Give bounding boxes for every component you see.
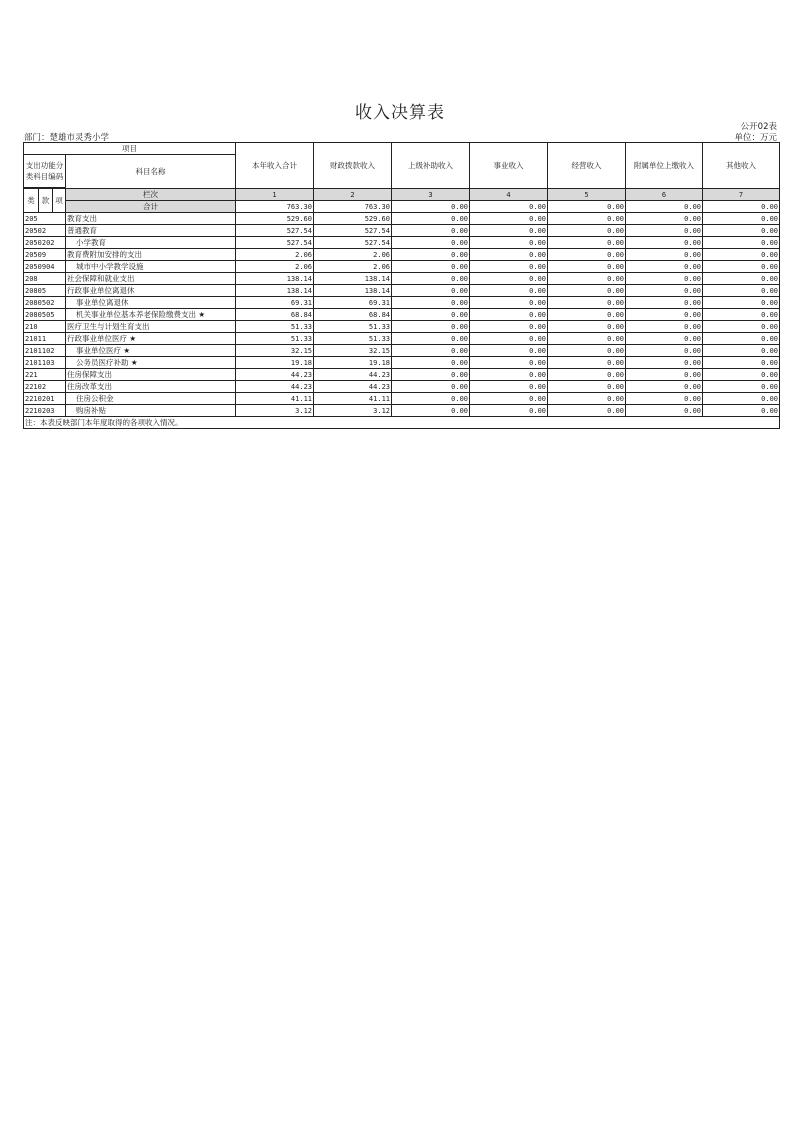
- subject-name: 医疗卫生与计划生育支出: [66, 321, 236, 333]
- subject-name: 住房保障支出: [66, 369, 236, 381]
- value-cell-col-6: 0.00: [626, 285, 703, 297]
- value-cell-col-1: 138.14: [236, 285, 314, 297]
- subject-name: 社会保障和就业支出: [66, 273, 236, 285]
- subject-name: 机关事业单位基本养老保险缴费支出 ★: [66, 309, 236, 321]
- value-cell-col-3: 0.00: [392, 261, 470, 273]
- subject-name: 公务员医疗补助 ★: [66, 357, 236, 369]
- value-cell-col-6: 0.00: [626, 321, 703, 333]
- subject-code: 210: [24, 321, 66, 333]
- value-cell-col-3: 0.00: [392, 393, 470, 405]
- table-row: [24, 369, 780, 381]
- value-cell-col-1: 2.06: [236, 261, 314, 273]
- value-cell-col-5: 0.00: [548, 249, 626, 261]
- subject-code: 205: [24, 213, 66, 225]
- total-value-6: 0.00: [626, 201, 703, 213]
- value-cell-col-6: 0.00: [626, 225, 703, 237]
- col-number-7: 7: [703, 189, 780, 201]
- subject-code: 20502: [24, 225, 66, 237]
- header-col-4: 事业收入: [470, 143, 548, 189]
- value-cell-col-1: 3.12: [236, 405, 314, 417]
- subject-name: 教育支出: [66, 213, 236, 225]
- value-cell-col-5: 0.00: [548, 237, 626, 249]
- total-label: 合计: [66, 201, 236, 213]
- value-cell-col-1: 19.18: [236, 357, 314, 369]
- col-number-2: 2: [314, 189, 392, 201]
- subject-code: 2050202: [24, 237, 66, 249]
- value-cell-col-6: 0.00: [626, 297, 703, 309]
- value-cell-col-5: 0.00: [548, 297, 626, 309]
- table-row: [24, 405, 780, 417]
- value-cell-col-6: 0.00: [626, 405, 703, 417]
- value-cell-col-2: 44.23: [314, 369, 392, 381]
- subject-name: 住房改革支出: [66, 381, 236, 393]
- header-xiang: 项: [53, 189, 66, 213]
- value-cell-col-2: 2.06: [314, 261, 392, 273]
- value-cell-col-4: 0.00: [470, 393, 548, 405]
- total-value-5: 0.00: [548, 201, 626, 213]
- value-cell-col-1: 51.33: [236, 333, 314, 345]
- value-cell-col-3: 0.00: [392, 213, 470, 225]
- value-cell-col-6: 0.00: [626, 393, 703, 405]
- value-cell-col-2: 527.54: [314, 225, 392, 237]
- value-cell-col-6: 0.00: [626, 345, 703, 357]
- table-note: 注：本表反映部门本年度取得的各项收入情况。: [24, 417, 780, 429]
- value-cell-col-2: 529.60: [314, 213, 392, 225]
- value-cell-col-1: 44.23: [236, 381, 314, 393]
- value-cell-col-7: 0.00: [703, 261, 780, 273]
- value-cell-col-4: 0.00: [470, 321, 548, 333]
- total-value-3: 0.00: [392, 201, 470, 213]
- table-row: [24, 225, 780, 237]
- value-cell-col-1: 2.06: [236, 249, 314, 261]
- value-cell-col-7: 0.00: [703, 333, 780, 345]
- table-row: [24, 345, 780, 357]
- table-row: [24, 381, 780, 393]
- value-cell-col-4: 0.00: [470, 405, 548, 417]
- value-cell-col-2: 44.23: [314, 381, 392, 393]
- value-cell-col-2: 69.31: [314, 297, 392, 309]
- value-cell-col-3: 0.00: [392, 225, 470, 237]
- value-cell-col-3: 0.00: [392, 297, 470, 309]
- value-cell-col-6: 0.00: [626, 273, 703, 285]
- value-cell-col-7: 0.00: [703, 273, 780, 285]
- value-cell-col-2: 41.11: [314, 393, 392, 405]
- subject-code: 2210203: [24, 405, 66, 417]
- total-value-7: 0.00: [703, 201, 780, 213]
- value-cell-col-7: 0.00: [703, 237, 780, 249]
- value-cell-col-3: 0.00: [392, 321, 470, 333]
- value-cell-col-1: 529.60: [236, 213, 314, 225]
- value-cell-col-3: 0.00: [392, 405, 470, 417]
- subject-code: 2101102: [24, 345, 66, 357]
- value-cell-col-7: 0.00: [703, 357, 780, 369]
- value-cell-col-5: 0.00: [548, 393, 626, 405]
- subject-code: 2080505: [24, 309, 66, 321]
- subject-name: 普通教育: [66, 225, 236, 237]
- value-cell-col-1: 68.84: [236, 309, 314, 321]
- value-cell-col-6: 0.00: [626, 357, 703, 369]
- total-value-4: 0.00: [470, 201, 548, 213]
- subject-name: 购房补贴: [66, 405, 236, 417]
- value-cell-col-7: 0.00: [703, 345, 780, 357]
- subject-name: 事业单位医疗 ★: [66, 345, 236, 357]
- value-cell-col-3: 0.00: [392, 333, 470, 345]
- value-cell-col-6: 0.00: [626, 261, 703, 273]
- value-cell-col-3: 0.00: [392, 381, 470, 393]
- value-cell-col-2: 51.33: [314, 333, 392, 345]
- value-cell-col-1: 69.31: [236, 297, 314, 309]
- value-cell-col-7: 0.00: [703, 297, 780, 309]
- col-number-6: 6: [626, 189, 703, 201]
- value-cell-col-3: 0.00: [392, 249, 470, 261]
- total-value-2: 763.30: [314, 201, 392, 213]
- value-cell-col-1: 41.11: [236, 393, 314, 405]
- value-cell-col-4: 0.00: [470, 213, 548, 225]
- header-col-3: 上级补助收入: [392, 143, 470, 189]
- value-cell-col-5: 0.00: [548, 273, 626, 285]
- value-cell-col-1: 527.54: [236, 225, 314, 237]
- department-label: 部门：楚雄市灵秀小学: [24, 133, 110, 143]
- subject-code: 2050904: [24, 261, 66, 273]
- value-cell-col-3: 0.00: [392, 273, 470, 285]
- value-cell-col-5: 0.00: [548, 405, 626, 417]
- value-cell-col-3: 0.00: [392, 345, 470, 357]
- value-cell-col-1: 138.14: [236, 273, 314, 285]
- value-cell-col-4: 0.00: [470, 285, 548, 297]
- subject-code: 208: [24, 273, 66, 285]
- table-row: [24, 333, 780, 345]
- value-cell-col-3: 0.00: [392, 285, 470, 297]
- value-cell-col-6: 0.00: [626, 333, 703, 345]
- col-number-3: 3: [392, 189, 470, 201]
- value-cell-col-4: 0.00: [470, 309, 548, 321]
- header-item: 项目: [24, 143, 236, 155]
- table-row: [24, 261, 780, 273]
- value-cell-col-3: 0.00: [392, 369, 470, 381]
- value-cell-col-7: 0.00: [703, 393, 780, 405]
- table-row: [24, 285, 780, 297]
- income-table: [23, 142, 780, 429]
- value-cell-col-7: 0.00: [703, 405, 780, 417]
- value-cell-col-2: 32.15: [314, 345, 392, 357]
- value-cell-col-2: 19.18: [314, 357, 392, 369]
- value-cell-col-6: 0.00: [626, 381, 703, 393]
- table-row: [24, 309, 780, 321]
- value-cell-col-7: 0.00: [703, 381, 780, 393]
- subject-code: 21011: [24, 333, 66, 345]
- value-cell-col-2: 68.84: [314, 309, 392, 321]
- header-col-2: 财政拨款收入: [314, 143, 392, 189]
- header-lei: 类: [24, 189, 39, 213]
- subject-name: 行政事业单位医疗 ★: [66, 333, 236, 345]
- value-cell-col-7: 0.00: [703, 225, 780, 237]
- value-cell-col-3: 0.00: [392, 357, 470, 369]
- header-col-5: 经营收入: [548, 143, 626, 189]
- value-cell-col-1: 44.23: [236, 369, 314, 381]
- header-kuan: 款: [39, 189, 53, 213]
- table-row: [24, 237, 780, 249]
- value-cell-col-7: 0.00: [703, 369, 780, 381]
- value-cell-col-2: 138.14: [314, 273, 392, 285]
- value-cell-col-5: 0.00: [548, 225, 626, 237]
- value-cell-col-5: 0.00: [548, 321, 626, 333]
- header-col-6: 附属单位上缴收入: [626, 143, 703, 189]
- table-row: [24, 273, 780, 285]
- subject-name: 住房公积金: [66, 393, 236, 405]
- total-row: [24, 201, 780, 213]
- table-row: [24, 297, 780, 309]
- table-row: [24, 357, 780, 369]
- value-cell-col-7: 0.00: [703, 285, 780, 297]
- value-cell-col-4: 0.00: [470, 357, 548, 369]
- value-cell-col-5: 0.00: [548, 357, 626, 369]
- value-cell-col-4: 0.00: [470, 237, 548, 249]
- subject-code: 2101103: [24, 357, 66, 369]
- table-row: [24, 393, 780, 405]
- value-cell-col-1: 32.15: [236, 345, 314, 357]
- value-cell-col-4: 0.00: [470, 369, 548, 381]
- subject-name: 城市中小学教学设施: [66, 261, 236, 273]
- value-cell-col-6: 0.00: [626, 213, 703, 225]
- subject-code: 2210201: [24, 393, 66, 405]
- value-cell-col-5: 0.00: [548, 345, 626, 357]
- value-cell-col-6: 0.00: [626, 369, 703, 381]
- value-cell-col-3: 0.00: [392, 309, 470, 321]
- col-number-4: 4: [470, 189, 548, 201]
- col-number-5: 5: [548, 189, 626, 201]
- subject-code: 221: [24, 369, 66, 381]
- value-cell-col-2: 138.14: [314, 285, 392, 297]
- value-cell-col-2: 51.33: [314, 321, 392, 333]
- value-cell-col-4: 0.00: [470, 261, 548, 273]
- table-row: [24, 321, 780, 333]
- header-col-7: 其他收入: [703, 143, 780, 189]
- value-cell-col-4: 0.00: [470, 345, 548, 357]
- col-number-1: 1: [236, 189, 314, 201]
- header-func-code: 支出功能分类科目编码: [24, 155, 66, 188]
- header-row-item: [24, 143, 780, 155]
- value-cell-col-7: 0.00: [703, 309, 780, 321]
- subject-code: 20805: [24, 285, 66, 297]
- value-cell-col-4: 0.00: [470, 297, 548, 309]
- subject-name: 行政事业单位离退休: [66, 285, 236, 297]
- table-code: 公开02表: [740, 122, 777, 132]
- value-cell-col-5: 0.00: [548, 309, 626, 321]
- value-cell-col-4: 0.00: [470, 225, 548, 237]
- value-cell-col-7: 0.00: [703, 321, 780, 333]
- subject-name: 小学教育: [66, 237, 236, 249]
- value-cell-col-5: 0.00: [548, 285, 626, 297]
- subject-name: 教育费附加安排的支出: [66, 249, 236, 261]
- unit-label: 单位：万元: [734, 133, 777, 143]
- value-cell-col-2: 527.54: [314, 237, 392, 249]
- value-cell-col-5: 0.00: [548, 369, 626, 381]
- value-cell-col-5: 0.00: [548, 381, 626, 393]
- header-row-levels: [24, 189, 780, 201]
- value-cell-col-5: 0.00: [548, 333, 626, 345]
- value-cell-col-6: 0.00: [626, 237, 703, 249]
- subject-code: 22102: [24, 381, 66, 393]
- value-cell-col-3: 0.00: [392, 237, 470, 249]
- value-cell-col-4: 0.00: [470, 333, 548, 345]
- value-cell-col-1: 51.33: [236, 321, 314, 333]
- value-cell-col-2: 2.06: [314, 249, 392, 261]
- value-cell-col-4: 0.00: [470, 273, 548, 285]
- table-row: [24, 249, 780, 261]
- subject-name: 事业单位离退休: [66, 297, 236, 309]
- value-cell-col-4: 0.00: [470, 249, 548, 261]
- value-cell-col-1: 527.54: [236, 237, 314, 249]
- value-cell-col-4: 0.00: [470, 381, 548, 393]
- page-title: 收入决算表: [355, 103, 445, 123]
- total-value-1: 763.30: [236, 201, 314, 213]
- value-cell-col-6: 0.00: [626, 309, 703, 321]
- value-cell-col-5: 0.00: [548, 261, 626, 273]
- subject-code: 2080502: [24, 297, 66, 309]
- header-lanci: 栏次: [66, 189, 236, 201]
- value-cell-col-7: 0.00: [703, 249, 780, 261]
- table-row: [24, 213, 780, 225]
- subject-code: 20509: [24, 249, 66, 261]
- header-col-1: 本年收入合计: [236, 143, 314, 189]
- header-subject-name: 科目名称: [66, 155, 236, 189]
- value-cell-col-5: 0.00: [548, 213, 626, 225]
- value-cell-col-7: 0.00: [703, 213, 780, 225]
- value-cell-col-6: 0.00: [626, 249, 703, 261]
- value-cell-col-2: 3.12: [314, 405, 392, 417]
- note-row: [24, 417, 780, 429]
